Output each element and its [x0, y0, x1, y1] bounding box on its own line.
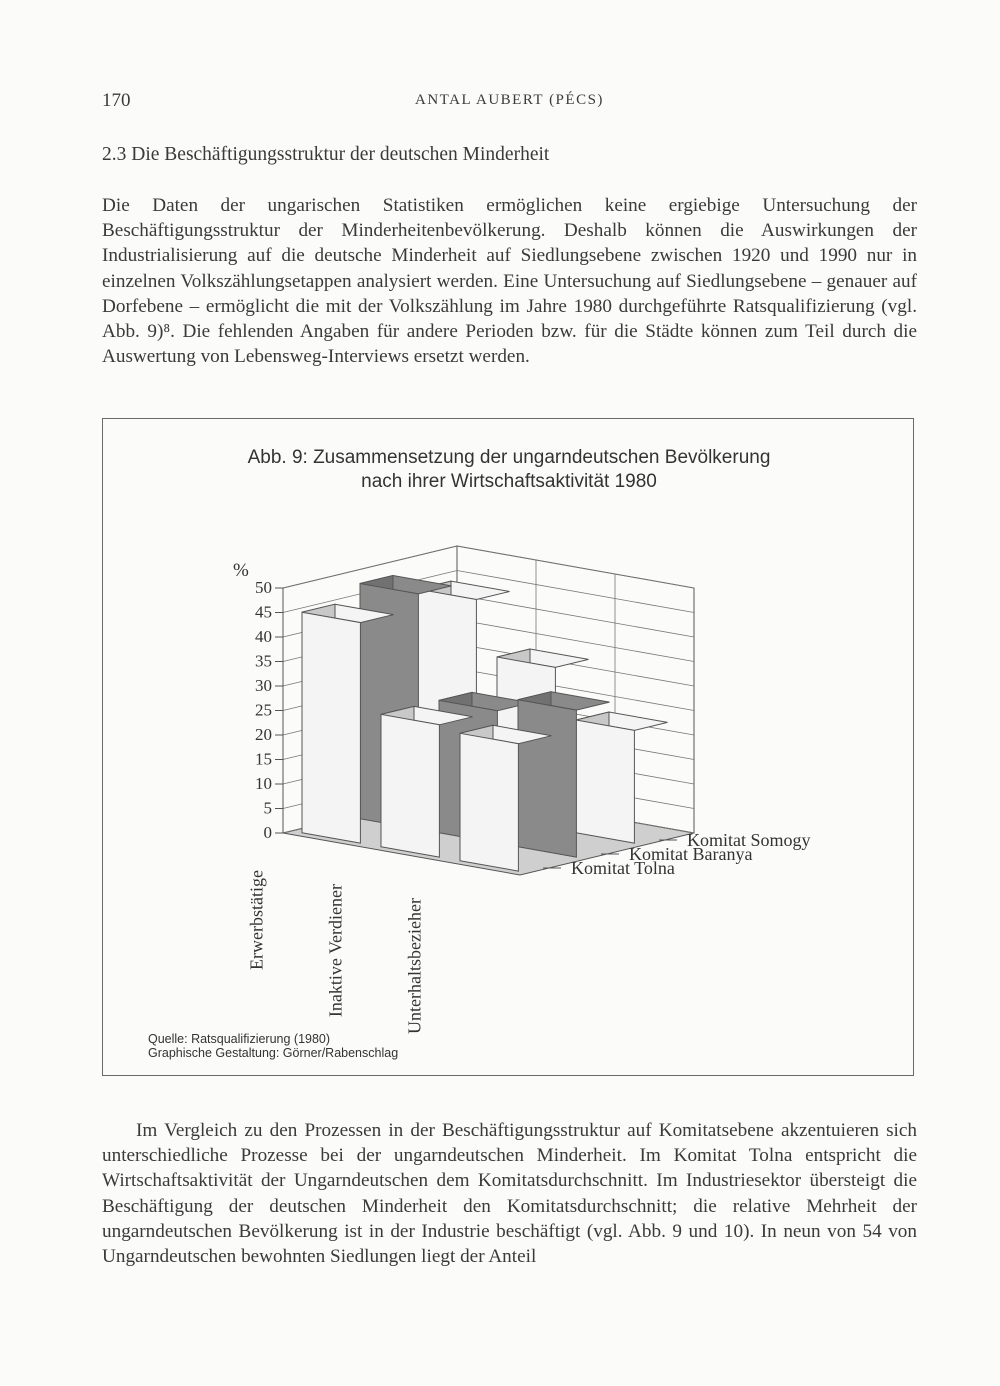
chart-ytick-label: 10 [255, 774, 272, 793]
chart-ytick-label: 0 [263, 823, 272, 842]
chart-bar [381, 714, 439, 857]
chart-series-label: Komitat Somogy [687, 830, 811, 850]
chart-ytick-label: 25 [255, 700, 272, 720]
chart-category-label: Unterhaltsbezieher [404, 898, 425, 1034]
chart-ylabel: % [233, 560, 249, 581]
chart-title-line1: Abb. 9: Zusammensetzung der ungarndeutschen Bevölkerung [247, 447, 771, 468]
chart-ytick-label: 35 [255, 651, 272, 671]
chart-bars [302, 576, 668, 872]
chart-series-label: Komitat Tolna [571, 858, 675, 878]
chart-ytick-label: 40 [255, 627, 272, 646]
chart-bar [302, 612, 360, 843]
section-heading: 2.3 Die Beschäftigungsstruktur der deutschen Minderheit [102, 144, 550, 165]
chart-ytick-label: 30 [255, 676, 272, 695]
chart-gridline [283, 546, 694, 588]
chart-3d-bar [103, 419, 915, 1077]
chart-ytick-label: 20 [255, 725, 272, 744]
chart-bar [576, 720, 634, 843]
chart-source: Quelle: Ratsqualifizierung (1980) [148, 1032, 331, 1046]
chart-ytick-label: 45 [255, 602, 272, 622]
chart-title-line2: nach ihrer Wirtschaftsaktivität 1980 [361, 471, 657, 492]
running-head: ANTAL AUBERT (PÉCS) [415, 92, 604, 108]
figure-9 [102, 418, 914, 1076]
chart-ytick-label: 15 [255, 749, 272, 769]
chart-series-label: Komitat Baranya [629, 844, 753, 864]
chart-credit: Graphische Gestaltung: Görner/Rabenschlag [148, 1046, 399, 1060]
chart-bar [518, 700, 576, 857]
chart-category-label: Erwerbstätige [246, 870, 267, 970]
page-number: 170 [102, 90, 131, 111]
chart-ytick-label: 50 [255, 578, 272, 597]
chart-bar [460, 733, 518, 871]
chart-ytick-label: 5 [263, 798, 272, 818]
paragraph-1: Die Daten der ungarischen Statistiken ermöglichen keine ergiebige Untersuchung der Beschäftigungsstruktur der Minderheitenbevölkerung. Deshalb können die Auswirkungen der Industrialisierung auf die deutsche Minderheit auf Siedlungsebene zwischen 1920 und 1990 nur in einzelnen Volkszählungsetappen analysiert werden. Eine Untersuchung auf Siedlungsebene – genauer auf Dorfebene – ermöglicht die mit der Volkszählung im Jahre 1980 durchgeführte Ratsqualifizierung (vgl. Abb. 9)⁸. Die fehlenden Angaben für andere Perioden bzw. für die Städte können zum Teil durch die Auswertung von Lebensweg-Interviews ersetzt werden. [102, 195, 917, 368]
paragraph-2: Im Vergleich zu den Prozessen in der Beschäftigungsstruktur auf Komitatsebene akzentuieren sich unterschiedliche Prozesse bei der ungarndeutschen Minderheit. Im Komitat Tolna entspricht die Wirtschaftsaktivität der Ungarndeutschen dem Komitatsdurchschnitt. Im Industriesektor übersteigt die Beschäftigung der deutschen Minderheit den Komitatsdurchschnitt; die relative Mehrheit der ungarndeutschen Bevölkerung ist in der Industrie beschäftigt (vgl. Abb. 9 und 10). In neun von 54 von Ungarndeutschen bewohnten Siedlungen liegt der Anteil [102, 1120, 917, 1268]
chart-category-label: Inaktive Verdiener [325, 884, 346, 1018]
